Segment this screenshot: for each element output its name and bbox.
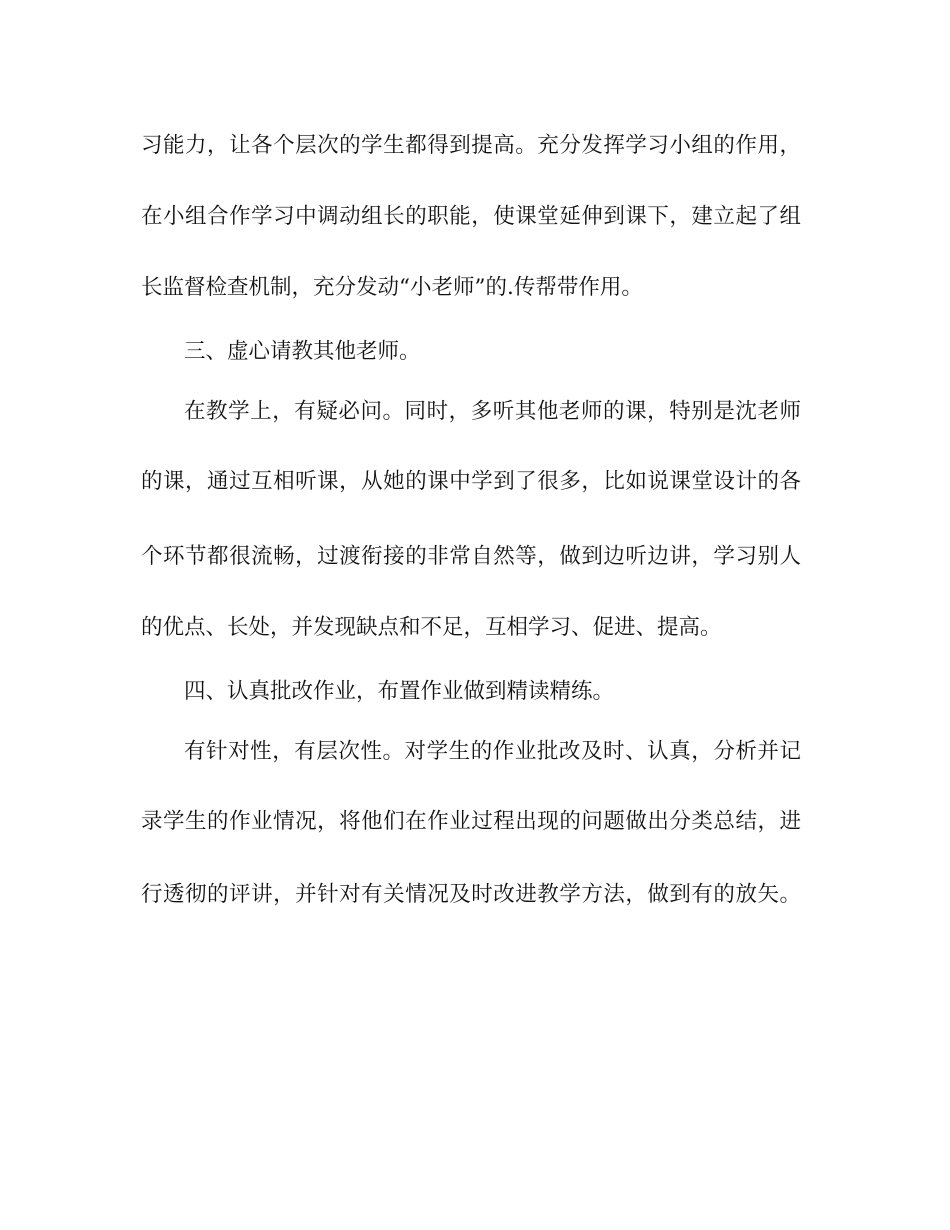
paragraph-line: 个环节都很流畅，过渡衔接的非常自然等，做到边听边讲，学习别人: [141, 544, 801, 569]
paragraph-line: 在教学上，有疑必问。同时，多听其他老师的课，特别是沈老师: [184, 399, 801, 424]
paragraph-line: 在小组合作学习中调动组长的职能，使课堂延伸到课下，建立起了组: [141, 204, 801, 229]
paragraph-line: 有针对性，有层次性。对学生的作业批改及时、认真，分析并记: [184, 739, 801, 764]
paragraph-line: 的课，通过互相听课，从她的课中学到了很多，比如说课堂设计的各: [141, 469, 801, 494]
paragraph-line: 长监督检查机制，充分发动“小老师”的.传帮带作用。: [141, 275, 643, 300]
paragraph-line: 习能力，让各个层次的学生都得到提高。充分发挥学习小组的作用，: [141, 133, 801, 158]
section-heading: 四、认真批改作业，布置作业做到精读精练。: [184, 679, 615, 704]
paragraph-line: 行透彻的评讲，并针对有关情况及时改进教学方法，做到有的放矢。: [141, 882, 801, 907]
section-heading: 三、虚心请教其他老师。: [184, 339, 421, 364]
paragraph-line: 录学生的作业情况，将他们在作业过程出现的问题做出分类总结，进: [141, 809, 801, 834]
paragraph-line: 的优点、长处，并发现缺点和不足，互相学习、促进、提高。: [141, 615, 722, 640]
